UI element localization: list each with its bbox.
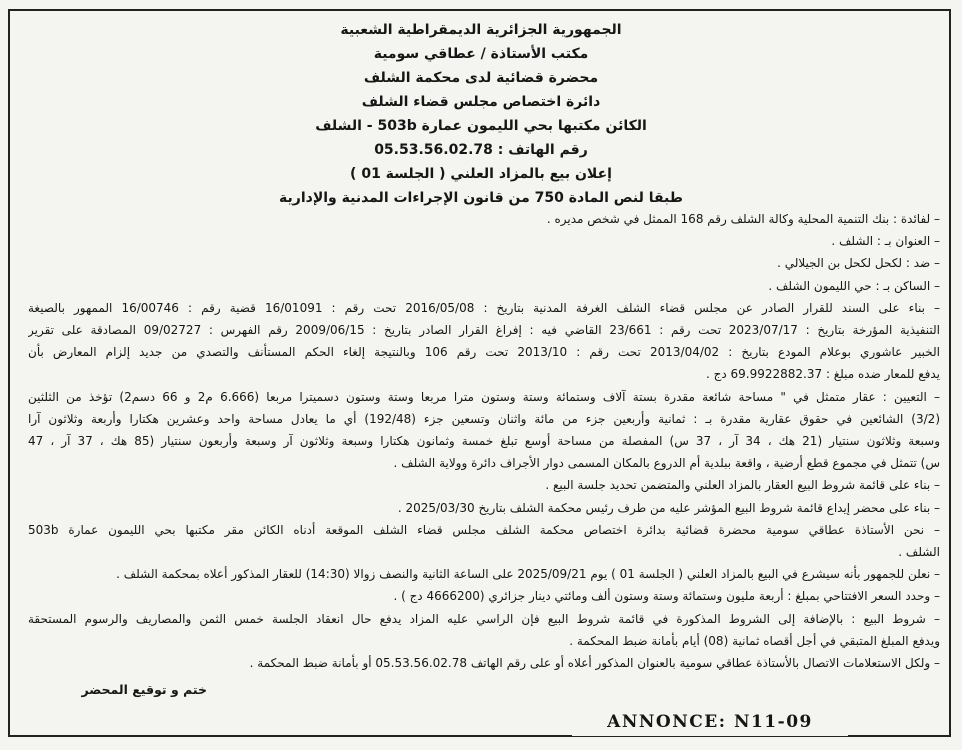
sale-conditions-line-2: ويدفع المبلغ المتبقي في أجل أقصاه ثمانية (08) أيام بأمانة ضبط المحكمة . <box>569 633 940 648</box>
beneficiary-line: – لفائدة : بنك التنمية المحلية وكالة الشلف رقم 168 الممثل في شخص مديره . <box>546 212 940 226</box>
phone-number: رقم الهاتف : 05.53.56.02.78 <box>374 142 588 158</box>
bailiff-line-2: الشلف . <box>898 545 940 560</box>
stamp-signature-label: ختم و توقيع المحضر <box>81 682 207 697</box>
office-address: الكائن مكتبها بحي الليمون عمارة 503b - الشلف <box>315 118 647 134</box>
decision-line-4: يدفع للمعار ضده مبلغ : 69.9922882.37 دج . <box>705 367 940 382</box>
office-name: مكتب الأستاذة / عطاقي سومية <box>373 46 589 62</box>
property-line-4: س) تتمثل في مجموع قطع أرضية ، واقعة ببلدية أم الدروع بالمكان المسمى دوار الأجراف دائرة وولاية الشلف . <box>393 456 940 471</box>
debtor-line: – ضد : لكحل لكحل بن الجيلالي . <box>777 256 940 271</box>
decision-line-2: التنفيذية المؤرخة بتاريخ : 2023/07/17 تحت رقم : 23/661 القاضي فيه : إفراغ القرار الصادر بتاريخ : 2009/06/15 رقم الفهرس : 09/02727 المصادقة على تقرير <box>28 323 940 338</box>
deposit-record-line: – بناء على محضر إيداع قائمة شروط البيع المؤشر عليه من طرف رئيس محكمة الشلف بتاريخ 2025/03/30 . <box>397 500 940 515</box>
sale-date-line: – نعلن للجمهور بأنه سيشرع في البيع بالمزاد العلني ( الجلسة 01 ) يوم 2025/09/21 على الساعة الثانية والنصف زوالا (14:30) للعقار المذكور أعلاه بمحكمة الشلف . <box>116 567 940 582</box>
beneficiary-address: – العنوان بـ : الشلف . <box>831 234 940 249</box>
decision-line-1: – بناء على السند للقرار الصادر عن مجلس قضاء الشلف الغرفة المدنية بتاريخ : 2016/05/08 تحت رقم : 16/01091 قضية رقم : 16/00746 الممهور بالصيغة <box>28 300 940 315</box>
bailiff-line-1: – نحن الأستاذة عطاقي سومية محضرة قضائية بدائرة اختصاص محكمة الشلف مجلس قضاء الشلف الموقعة أدناه الكائن مقر مكتبها بحي الليمون عمارة 503b <box>28 522 940 537</box>
bailiff-court: محضرة قضائية لدى محكمة الشلف <box>363 70 599 86</box>
property-line-3: وسبعة وثلاثون سنتيار (21 هك ، 34 آر ، 37 س) المفصلة من مساحة أوسع تبلغ خمسة وثمانون هكتارا وسبعة وثلاثون آر وسبعة وأربعون سنتيار (85 هك ، 37 آر ، 47 <box>28 434 940 449</box>
decision-line-3: الخبير عاشوري بوعلام المودع بتاريخ : 2013/04/02 تحت رقم : 2013/10 تحت رقم 106 وبالنتيجة إلغاء الحكم المستأنف والتصدي من جديد إلزام المعارض بأن <box>28 345 940 360</box>
jurisdiction: دائرة اختصاص مجلس قضاء الشلف <box>361 94 601 110</box>
sale-conditions-line-1: – شروط البيع : بالإضافة إلى الشروط المذكورة في قائمة شروط البيع فإن الراسي عليه المزاد يدفع حال انعقاد الجلسة خمس الثمن والمصاريف والرسوم المستحقة <box>28 611 940 626</box>
opening-price-line: – وحدد السعر الافتتاحي بمبلغ : أربعة مليون وستمائة وستة وستون ألف ومائتي دينار جزائري (4666200 دج ) . <box>393 589 940 604</box>
announcement-body <box>28 208 940 674</box>
property-line-1: – التعيين : عقار متمثل في " مساحة شائعة مقدرة بستة آلاف وستمائة وستة وستون مترا مربعا وستة وستون دسميترا مربعا (6.666 م2 و 66 دسم2) تؤخذ من الثلثين <box>28 389 940 404</box>
debtor-address: – الساكن بـ : حي الليمون الشلف . <box>768 278 940 293</box>
annonce-number: ANNONCE: N11-09 <box>572 708 848 736</box>
republic-title: الجمهورية الجزائرية الديمقراطية الشعبية <box>340 22 622 38</box>
announcement-header <box>0 18 962 210</box>
property-line-2: (3/2) الشائعين في حقوق عقارية مقدرة بـ : ثمانية وأربعين جزء من مائة واثنان وتسعين جزء (192/48) أي ما يعادل مساحة واحد وعشرين هكتارا وأربعة وثلاثون آرا <box>28 411 940 426</box>
legal-basis: طبقا لنص المادة 750 من قانون الإجراءات المدنية والإدارية <box>279 190 683 206</box>
auction-title: إعلان بيع بالمزاد العلني ( الجلسة 01 ) <box>350 166 612 182</box>
conditions-list-line: – بناء على قائمة شروط البيع العقار بالمزاد العلني والمتضمن تحديد جلسة البيع . <box>545 478 940 493</box>
contact-line: – ولكل الاستعلامات الاتصال بالأستاذة عطاقي سومية بالعنوان المذكور أعلاه أو على رقم الهاتف 05.53.56.02.78 أو بأمانة ضبط المحكمة . <box>249 656 940 671</box>
